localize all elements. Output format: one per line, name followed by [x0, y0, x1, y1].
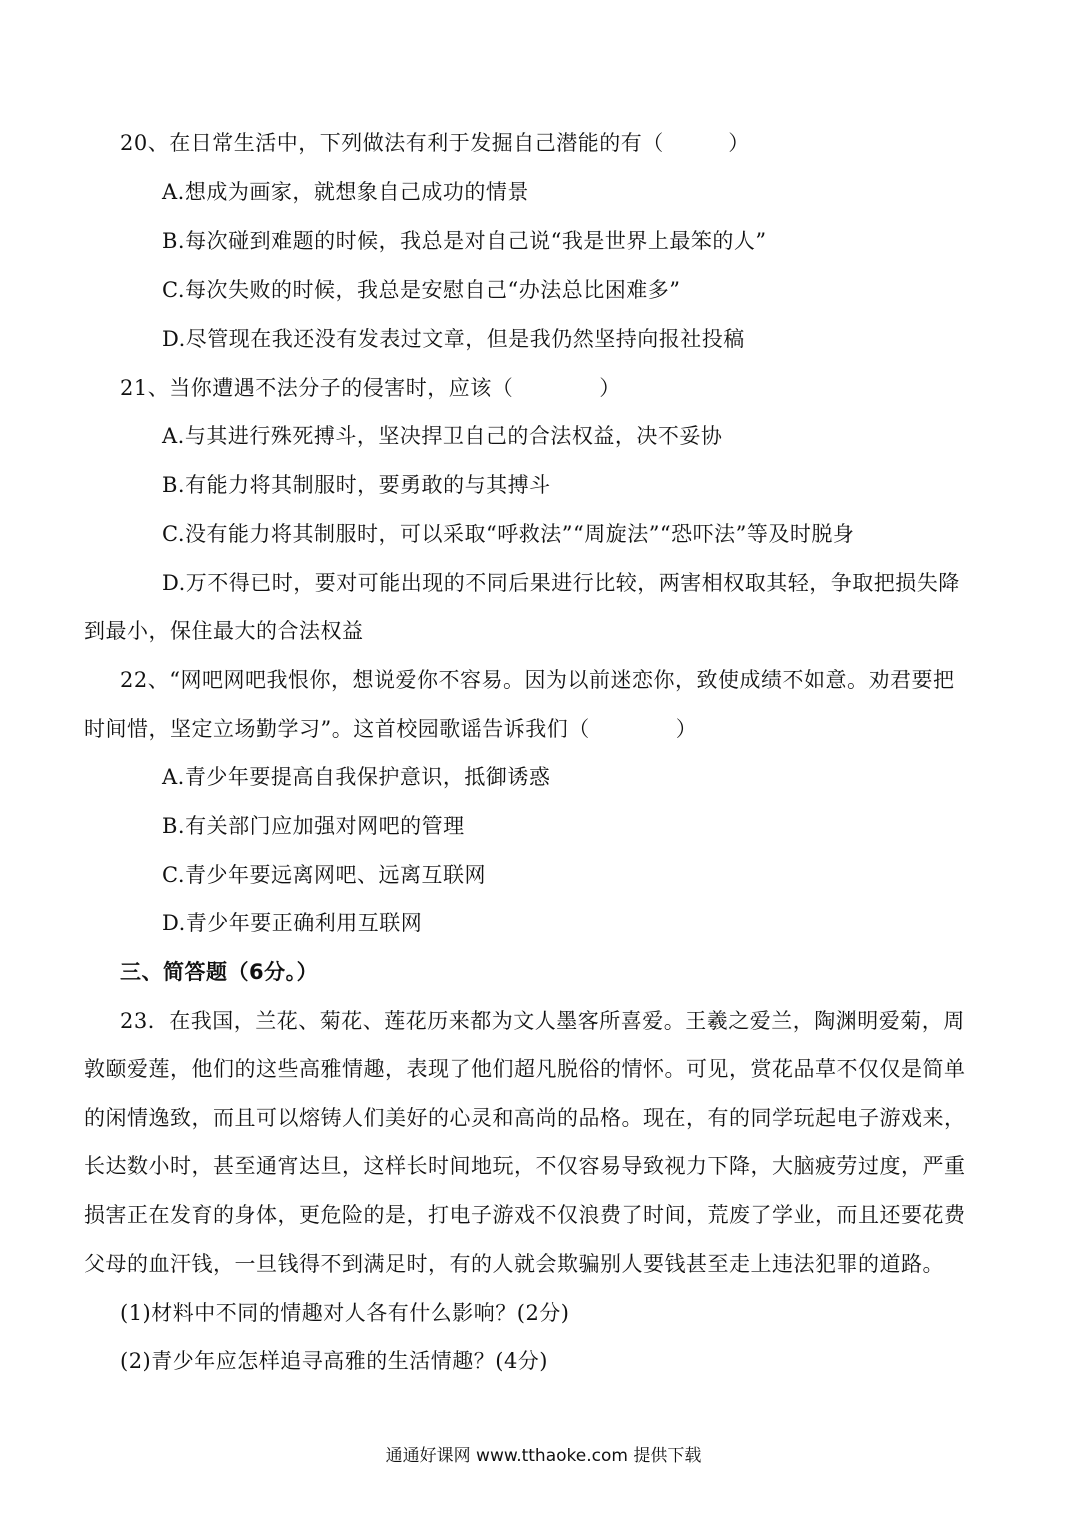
question-21-option-d-continued: 到最小，保住最大的合法权益 [84, 619, 364, 643]
question-20-option-b: B.每次碰到难题的时候，我总是对自己说“我是世界上最笨的人” [162, 229, 767, 253]
question-22-stem-line-2: 时间惜，坚定立场勤学习”。这首校园歌谣告诉我们（ ） [84, 717, 698, 741]
question-21-option-d: D.万不得已时，要对可能出现的不同后果进行比较，两害相权取其轻，争取把损失降 [162, 571, 960, 595]
question-20-option-a: A.想成为画家，就想象自己成功的情景 [162, 180, 529, 204]
question-22-option-a: A.青少年要提高自我保护意识，抵御诱惑 [162, 765, 551, 789]
question-20-option-d: D.尽管现在我还没有发表过文章，但是我仍然坚持向报社投稿 [162, 327, 745, 351]
question-23-text-line-3: 的闲情逸致，而且可以熔铸人们美好的心灵和高尚的品格。现在，有的同学玩起电子游戏来， [84, 1106, 966, 1130]
question-20-stem: 20、在日常生活中，下列做法有利于发掘自己潜能的有（ ） [120, 131, 750, 155]
page-footer: 通通好课网 www.tthaoke.com 提供下载 [385, 1446, 702, 1466]
question-21-stem: 21、当你遭遇不法分子的侵害时，应该（ ） [120, 376, 621, 400]
question-21-option-a: A.与其进行殊死搏斗，坚决捍卫自己的合法权益，决不妥协 [162, 424, 723, 448]
question-20-option-c: C.每次失败的时候，我总是安慰自己“办法总比困难多” [162, 278, 681, 302]
question-22-option-d: D.青少年要正确利用互联网 [162, 911, 423, 935]
question-23-sub-2: (2)青少年应怎样追寻高雅的生活情趣？(4分) [120, 1349, 548, 1373]
question-23-sub-1: (1)材料中不同的情趣对人各有什么影响？(2分) [120, 1301, 570, 1325]
question-21-option-c: C.没有能力将其制服时，可以采取“呼救法”“周旋法”“恐吓法”等及时脱身 [162, 522, 855, 546]
section-3-title: 三、简答题（6分。） [120, 960, 319, 984]
question-21-option-b: B.有能力将其制服时，要勇敢的与其搏斗 [162, 473, 551, 497]
question-23-text-line-6: 父母的血汗钱，一旦钱得不到满足时，有的人就会欺骗别人要钱甚至走上违法犯罪的道路。 [84, 1252, 944, 1276]
question-22-option-b: B.有关部门应加强对网吧的管理 [162, 814, 465, 838]
question-23-text-line-2: 敦颐爱莲，他们的这些高雅情趣，表现了他们超凡脱俗的情怀。可见，赏花品草不仅仅是简单 [84, 1057, 966, 1081]
question-22-option-c: C.青少年要远离网吧、远离互联网 [162, 863, 486, 887]
question-23-text-line-4: 长达数小时，甚至通宵达旦，这样长时间地玩，不仅容易导致视力下降，大脑疲劳过度，严重 [84, 1154, 966, 1178]
question-23-text-line-5: 损害正在发育的身体，更危险的是，打电子游戏不仅浪费了时间，荒废了学业，而且还要花费 [84, 1203, 966, 1227]
question-22-stem-line-1: 22、“网吧网吧我恨你，想说爱你不容易。因为以前迷恋你，致使成绩不如意。劝君要把 [120, 668, 955, 692]
question-23-text-line-1: 23．在我国，兰花、菊花、莲花历来都为文人墨客所喜爱。王羲之爱兰，陶渊明爱菊，周 [120, 1009, 965, 1033]
